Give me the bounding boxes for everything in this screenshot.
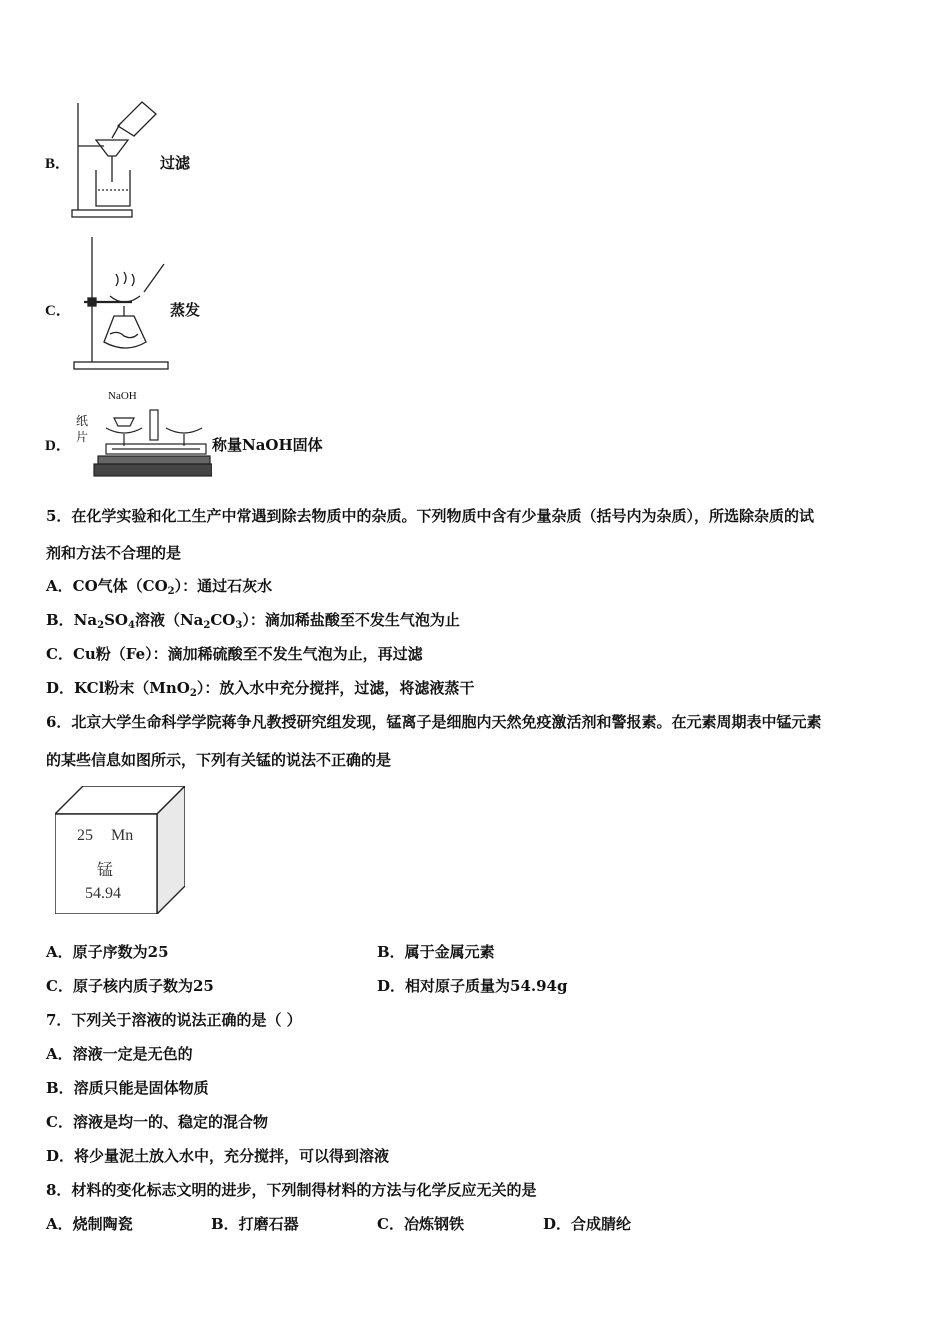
q6-stem-line2: 的某些信息如图所示，下列有关锰的说法不正确的是 xyxy=(46,751,392,769)
q5-stem-line2: 剂和方法不合理的是 xyxy=(46,544,182,562)
q5-option-a: A．CO气体$(CO_2)$：通过石灰水 xyxy=(46,577,273,597)
q8-option-c: C．冶炼钢铁 xyxy=(377,1215,464,1233)
q6-stem-line1: 6．北京大学生命科学学院蒋争凡教授研究组发现，锰离子是细胞内天然免疫激活剂和警报素。在元素周期表中锰元素 xyxy=(46,713,822,731)
option-b-letter: B． xyxy=(45,156,71,172)
filtration-apparatus-figure xyxy=(68,98,158,220)
option-b-caption: 过滤 xyxy=(160,154,191,172)
option-c-caption: 蒸发 xyxy=(170,301,201,319)
q5-option-d: D．KCl粉末（MnO$_2$）：放入水中充分搅拌，过滤，将滤液蒸干 xyxy=(46,679,475,699)
q6-option-a: A．原子序数为25 xyxy=(46,943,169,961)
q7-option-b: B．溶质只能是固体物质 xyxy=(46,1079,209,1097)
paper-label-1: 纸 xyxy=(76,414,89,428)
q7-option-d: D．将少量泥土放入水中，充分搅拌，可以得到溶液 xyxy=(46,1147,390,1165)
q8-option-b: B．打磨石器 xyxy=(211,1215,299,1233)
element-symbol: Mn xyxy=(111,827,134,844)
paper-label-2: 片 xyxy=(76,430,89,444)
q8-option-d: D．合成腈纶 xyxy=(543,1215,632,1233)
option-d-letter: D． xyxy=(45,438,71,454)
q6-option-d: D．相对原子质量为54.94g xyxy=(377,977,568,995)
option-d-caption: 称量NaOH固体 xyxy=(212,436,323,454)
q6-option-c: C．原子核内质子数为25 xyxy=(46,977,214,995)
element-atomic-number: 25 xyxy=(77,827,93,844)
element-name: 锰 xyxy=(97,862,114,879)
q5-option-b: B．$Na_2SO_4$溶液$(Na_2CO_3)$：滴加稀盐酸至不发生气泡为止 xyxy=(46,611,460,631)
element-cell-figure xyxy=(55,786,185,914)
naoh-label: NaOH xyxy=(108,390,137,402)
q7-option-c: C．溶液是均一的、稳定的混合物 xyxy=(46,1113,268,1131)
q6-option-b: B．属于金属元素 xyxy=(377,943,495,961)
q5-stem-line1: 5．在化学实验和化工生产中常遇到除去物质中的杂质。下列物质中含有少量杂质（括号内为杂质），所选除杂质的试 xyxy=(46,507,814,525)
evaporation-apparatus-figure xyxy=(70,234,172,372)
balance-figure xyxy=(92,404,212,480)
option-c-letter: C． xyxy=(45,303,71,319)
q8-option-a: A．烧制陶瓷 xyxy=(46,1215,133,1233)
q7-option-a: A．溶液一定是无色的 xyxy=(46,1045,193,1063)
q8-stem: 8．材料的变化标志文明的进步，下列制得材料的方法与化学反应无关的是 xyxy=(46,1181,537,1199)
q7-stem: 7．下列关于溶液的说法正确的是（ ） xyxy=(46,1011,302,1029)
q5-option-c: C．Cu粉（Fe）：滴加稀硫酸至不发生气泡为止，再过滤 xyxy=(46,645,423,663)
element-atomic-mass: 54.94 xyxy=(85,885,121,902)
